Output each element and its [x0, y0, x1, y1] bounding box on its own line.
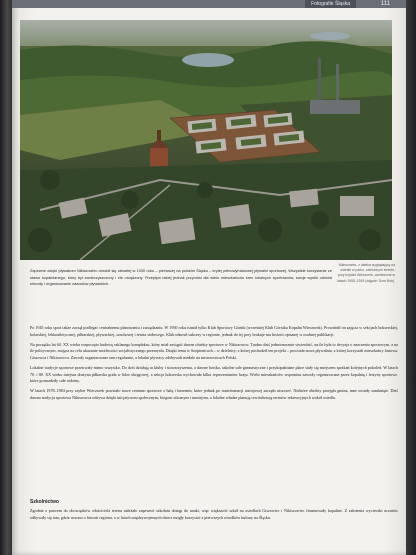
section-text: Zgodnie z prawem do obowiązków właściciela terenu należało zapewnić szkołom dostęp do nauki, więc większość szkół na osiedlach Giszowiec i Nikiszowiec finansowały kopalnie. Z założenia wycieczki uczniów odbywały się tam, gdzie uczono o historii regionu, a w latach międzywojennych dzieci mogły korzystać z pierwszych ośrodków kultury na Śląsku.	[30, 508, 398, 520]
photo-caption: Zapewne dzięki pływakom Nikiszowiec dorobił się otwartej w 1930 roku – pierwszej na polskim Śląsku – krytej pełnowymiarowej pływalni sportowej. Wszystkie korzystanie ze stawu kopalnianego, który był zanieczyszczony i źle urządzony. Przepływ takiej jednak przyniósł dla wielu mieszkańców kres lokalnych sportowców, swoje wyniki odniósł rekordy i organizowanie zawodów pływackich.	[30, 268, 332, 286]
body-paragraph: Na początku lat 60. XX wieku rozpoczęto budowę szklanego kompleksu, który miał zastąpić dawne obiekty sportowe w Nikiszowcu. Trudno dziś jednoznacznie stwierdzić, na ile była to decyzja o znaczeniu sportowym, a na ile politycznym, mająca na celu ukazanie możliwości socjalistycznego przemysłu. Dzięki temu w Szopienicach – w dzielnicy, z której pochodził ten projekt – powstała nowa pływalnia, z której korzystali mieszkańcy Janowa, Giszowca i Nikiszowca. Zawody organizowano tam regularnie, a lokalni pływacy zdobywali medale na mistrzostwach Polski.	[30, 341, 398, 360]
body-paragraph: Lokalne tradycje sportowe przetrwały mimo wszystko. Do dziś działają tu kluby i stowarzyszenia, a dawne boiska, szkolne sale gimnastyczne i przykopalniane place stały się miejscem spotkań kolejnych pokoleń. W latach 70. i 80. XX wieku tutejsza drużyna piłkarska grała w lidze okręgowej, a sekcja bokserska wychowała kilku reprezentantów kraju. Wielu mieszkańców wspomina zawody organizowane przez kopalnię i festyny sportowe, które gromadziły całe rodziny.	[30, 364, 398, 384]
section-label: Fotografie Śląska	[305, 0, 356, 8]
photo-side-caption: Nikiszowiec, z daleka wyglądający na osiedle w parku, zalesionym terenie, przy kopalni Wieczorek, wzniesione w latach 1908–1919 (zdjęcie: Dom Bob).	[337, 263, 395, 283]
page-number: 111	[380, 1, 390, 7]
body-paragraph: W latach 1978–1984 przy szybie Wieczorek powstało nowe centrum sportowe z halą i basenem, które jednak po transformacji ustrojowej zaczęło niszczeć. Niektóre obiekty przejęła gmina, inne zostały zamknięte. Dziś dawna tradycja sportowa Nikiszowca odżywa dzięki inicjatywom społecznym, biegom ulicznym i turniejom, a lokalne władze planują rewitalizację terenów rekreacyjnych wokół osiedla.	[30, 388, 398, 400]
section-heading: Szkolnictwo	[30, 499, 59, 505]
page-edge	[406, 0, 416, 555]
aerial-photo-drawing	[20, 20, 392, 260]
aerial-photo	[20, 20, 392, 260]
article-body	[30, 325, 398, 405]
body-paragraph: Po 1945 roku sport także zaczął podlegać centralnemu planowaniu i zarządzaniu. W 1950 roku istniał tylko Klub Sportowy Górnik (wcześniej Klub Górnika Kopalni Wieczorek). Prowadził on zajęcia w sekcjach bokserskiej, kolarskiej, lekkoatletycznej, piłkarskiej, pływackiej, szachowej i tenisa stołowego. Klub odnosił sukcesy w regionie, jednak do tej pory brakuje mu historii opisanej w osobnej publikacji.	[30, 325, 398, 337]
magazine-page	[12, 0, 408, 555]
